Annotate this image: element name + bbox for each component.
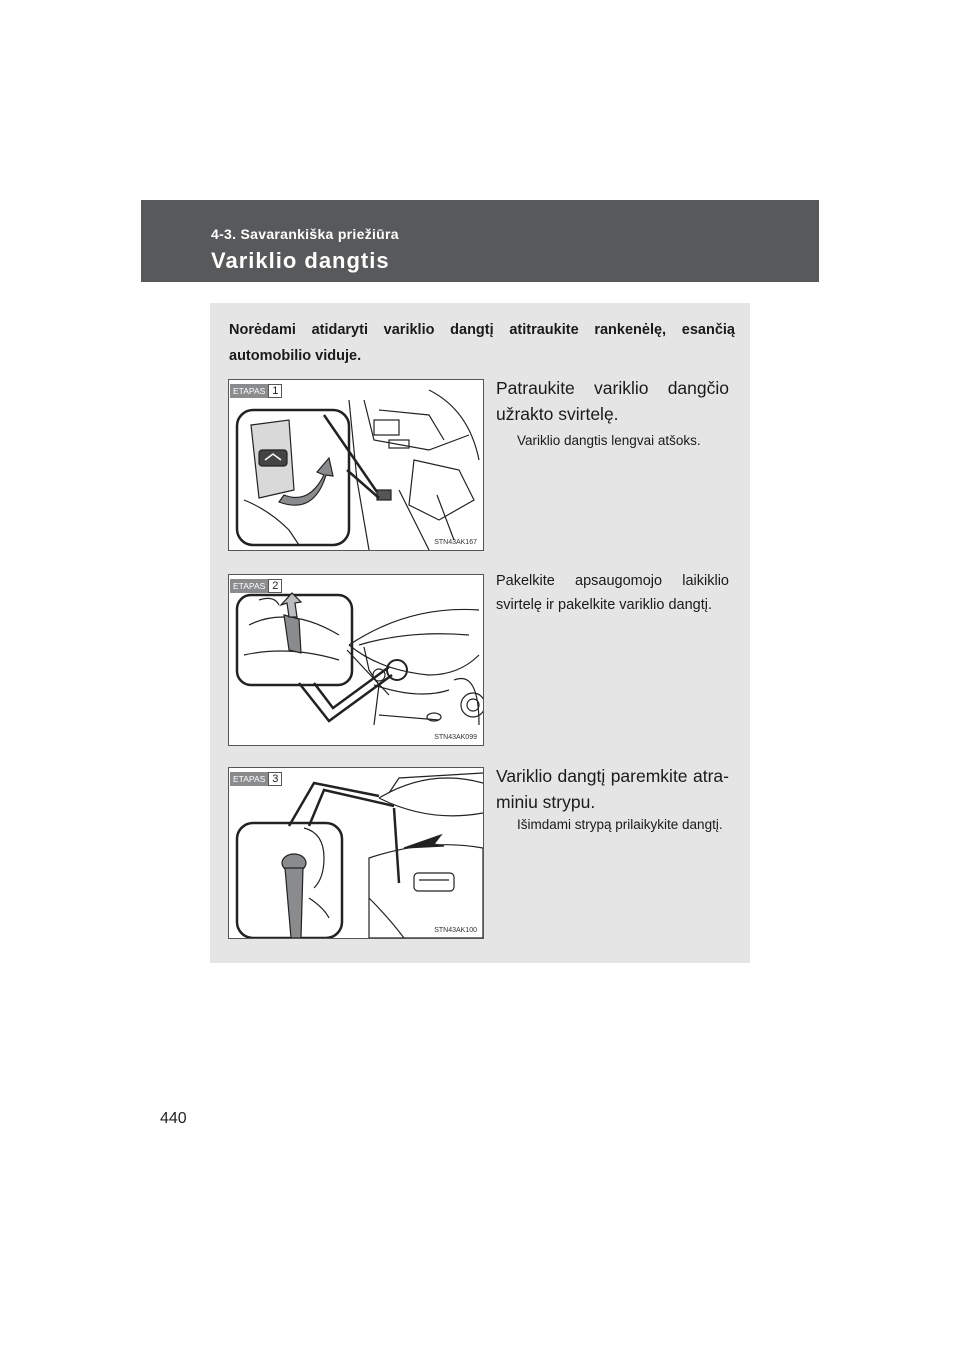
figure-code: STN43AK100	[434, 927, 477, 934]
step-2-instruction: Pakelkite apsaugomojo laikiklio svirtelę ir pakelkite variklio dangtį.	[496, 573, 729, 613]
step-1-badge	[230, 384, 282, 398]
content-panel	[210, 303, 750, 963]
step-2-illustration	[228, 574, 484, 746]
step-1-illustration	[228, 379, 484, 551]
step-1-instruction: Patraukite variklio dangčio užrakto svirtelę.	[496, 378, 729, 424]
chapter-header	[141, 200, 819, 282]
step-3-note: Išimdami strypą prilaikykite dangtį.	[517, 817, 723, 832]
step-badge-number: 3	[268, 772, 282, 786]
step-2-badge	[230, 579, 282, 593]
step-3-badge	[230, 772, 282, 786]
step-badge-label: ETAPAS	[230, 772, 268, 786]
step-badge-number: 1	[268, 384, 282, 398]
figure-code: STN43AK099	[434, 734, 477, 741]
hood-release-lever-drawing	[229, 380, 483, 550]
step-3-illustration	[228, 767, 484, 939]
step-1-note: Variklio dangtis lengvai atšoks.	[517, 433, 701, 448]
step-badge-number: 2	[268, 579, 282, 593]
step-badge-label: ETAPAS	[230, 384, 268, 398]
page-title: Variklio dangtis	[211, 248, 390, 273]
hood-support-rod-drawing	[229, 768, 483, 938]
step-3-instruction: Variklio dangtį paremkite atra-miniu strypu.	[496, 766, 729, 812]
hood-safety-catch-drawing	[229, 575, 483, 745]
section-label: 4-3. Savarankiška priežiūra	[211, 226, 399, 242]
intro-text: Norėdami atidaryti variklio dangtį atitraukite rankenėlę, esančią automobilio viduje.	[229, 322, 735, 364]
page-number: 440	[160, 1110, 187, 1127]
figure-code: STN43AK167	[434, 539, 477, 546]
step-badge-label: ETAPAS	[230, 579, 268, 593]
